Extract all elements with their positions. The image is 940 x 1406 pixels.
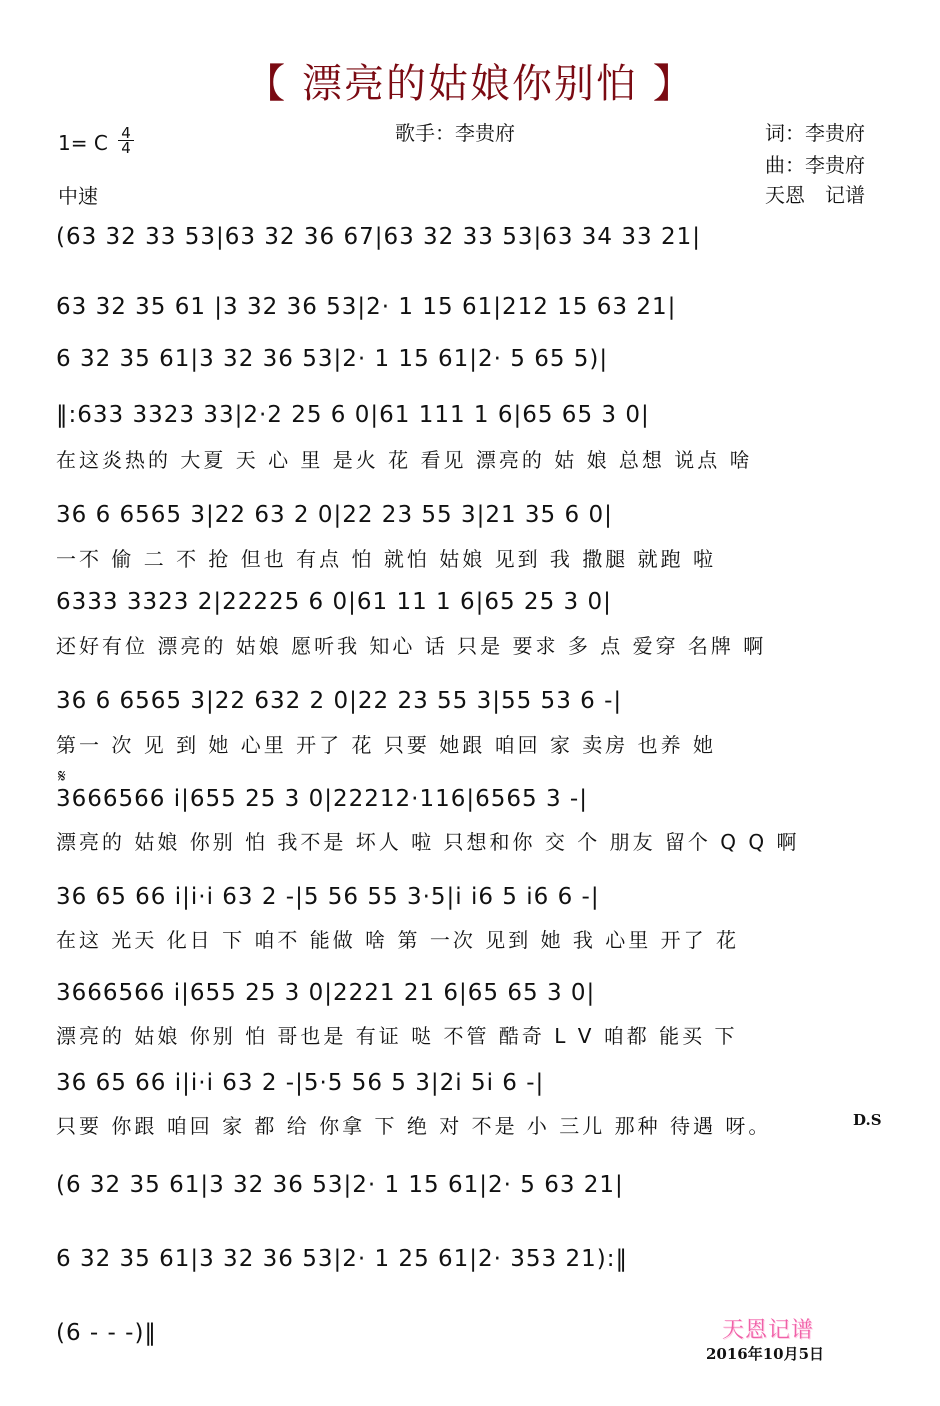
score-line-notes: 3666566 i|655 25 3 0|2221 21 6|65 65 3 0| xyxy=(56,980,596,1006)
score-line-notes: (6 - - -)‖ xyxy=(56,1320,157,1346)
transcription-date: 2016年10月5日 xyxy=(706,1345,825,1363)
score-line-notes: 6 32 35 61|3 32 36 53|2· 1 15 61|2· 5 65 5)| xyxy=(56,346,609,372)
singer-credit: 歌手：李贵府 xyxy=(395,121,515,145)
score-line-notes: 36 65 66 i|i·i 63 2 -|5 56 55 3·5|i i6 5 i6 6 -| xyxy=(56,884,600,910)
score-line-lyrics: 在这炎热的 大夏 天 心 里 是火 花 看见 漂亮的 姑 娘 总想 说点 啥 xyxy=(56,448,753,472)
tempo-marking: 中速 xyxy=(58,184,98,208)
score-line-notes: 63 32 35 61 |3 32 36 53|2· 1 15 61|212 15 63 21| xyxy=(56,294,677,320)
segno-mark: 𝄋 xyxy=(58,766,66,787)
transcriber-credit: 天恩 记谱 xyxy=(765,183,865,207)
score-line-lyrics: 在这 光天 化日 下 咱不 能做 啥 第 一次 见到 她 我 心里 开了 花 xyxy=(56,928,740,952)
score-line-notes: 36 65 66 i|i·i 63 2 -|5·5 56 5 3|2i 5i 6 -| xyxy=(56,1070,545,1096)
key-signature: 1= C xyxy=(58,131,108,155)
time-signature-denominator: 4 xyxy=(121,139,131,157)
score-line-lyrics: 还好有位 漂亮的 姑娘 愿听我 知心 话 只是 要求 多 点 爱穿 名牌 啊 xyxy=(56,634,767,658)
score-line-notes: 6333 3323 2|22225 6 0|61 11 1 6|65 25 3 0| xyxy=(56,589,612,615)
time-signature-numerator: 4 xyxy=(118,126,134,141)
ds-mark: D.S xyxy=(853,1111,882,1129)
score-line-notes: 3666566 i|655 25 3 0|22212·116|6565 3 -| xyxy=(56,786,588,812)
score-line-notes: (63 32 33 53|63 32 36 67|63 32 33 53|63 34 33 21| xyxy=(56,224,701,250)
page-title: 【 漂亮的姑娘你别怕 】 xyxy=(245,61,695,107)
score-line-notes: (6 32 35 61|3 32 36 53|2· 1 15 61|2· 5 63 21| xyxy=(56,1172,624,1198)
score-line-notes: 36 6 6565 3|22 632 2 0|22 23 55 3|55 53 6 -| xyxy=(56,688,623,714)
score-line-lyrics: 一不 偷 二 不 抢 但也 有点 怕 就怕 姑娘 见到 我 撒腿 就跑 啦 xyxy=(56,547,717,571)
score-line-notes: ‖:633 3323 33|2·2 25 6 0|61 111 1 6|65 65 3 0| xyxy=(56,402,650,428)
transcriber-stamp: 天恩记谱 xyxy=(722,1318,815,1343)
score-line-lyrics: 漂亮的 姑娘 你别 怕 哥也是 有证 哒 不管 酷奇 L V 咱都 能买 下 xyxy=(56,1024,738,1048)
score-line-lyrics: 第一 次 见 到 她 心里 开了 花 只要 她跟 咱回 家 卖房 也养 她 xyxy=(56,733,717,757)
score-line-notes: 36 6 6565 3|22 63 2 0|22 23 55 3|21 35 6 0| xyxy=(56,502,613,528)
time-signature xyxy=(118,126,134,155)
score-line-lyrics: 漂亮的 姑娘 你别 怕 我不是 坏人 啦 只想和你 交 个 朋友 留个 Q Q 啊 xyxy=(56,830,800,854)
lyricist-credit: 词：李贵府 xyxy=(765,121,865,145)
composer-credit: 曲：李贵府 xyxy=(765,153,865,177)
score-line-notes: 6 32 35 61|3 32 36 53|2· 1 25 61|2· 353 21):‖ xyxy=(56,1246,628,1272)
score-line-lyrics: 只要 你跟 咱回 家 都 给 你拿 下 绝 对 不是 小 三儿 那种 待遇 呀。 xyxy=(56,1114,772,1138)
